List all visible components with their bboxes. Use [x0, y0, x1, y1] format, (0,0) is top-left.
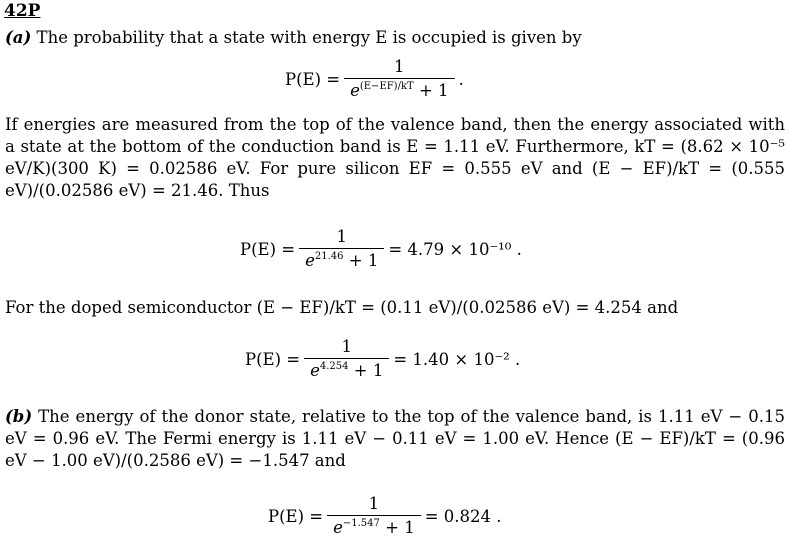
eq2-lhs: P(E) = — [240, 240, 296, 259]
eq1-den-tail: + 1 — [418, 81, 449, 100]
eq1-lhs: P(E) = — [285, 70, 341, 89]
eq1-numerator: 1 — [394, 57, 405, 76]
eq4-numerator: 1 — [368, 494, 380, 513]
eq2-fraction — [299, 228, 384, 271]
eq3-lhs: P(E) = — [245, 350, 301, 369]
eq4-denominator: $e^{-1.547} + 1$ — [327, 515, 421, 538]
eq3-denominator: $e^{4.254} + 1$ — [304, 358, 389, 381]
part-a-intro-text: The probability that a state with energy E is occupied is given by — [31, 28, 582, 47]
eq1-denominator: $e^{(E-EF)/kT} + 1$ — [344, 78, 454, 101]
eq3-exponent: 4.254 — [319, 361, 349, 372]
eq4-exponent: −1.547 — [342, 518, 380, 529]
eq2-exponent: 21.46 — [314, 251, 344, 262]
part-b-label: (b) — [5, 407, 33, 426]
eq2-numerator: 1 — [336, 227, 347, 246]
eq4-den-tail: + 1 — [385, 518, 415, 537]
part-a-paragraph-2: If energies are measured from the top of the valence band, then the energy associated with a state at the bottom of the conduction band is E = 1.11 eV. Furthermore, kT = (8.62 × 10⁻⁵ eV/K)(300 K) = 0.02586 eV. For pure silicon EF = 0.555 eV and (E − EF)/kT = (0.555 eV)/(0.02586 eV) = 21.46. Thus — [5, 115, 785, 200]
equation-3 — [245, 338, 520, 381]
eq4-fraction — [327, 495, 421, 538]
eq3-fraction — [304, 338, 389, 381]
eq4-lhs: P(E) = — [268, 507, 324, 526]
eq1-fraction — [344, 58, 454, 101]
eq3-numerator: 1 — [341, 337, 352, 356]
part-a-paragraph-3: For the doped semiconductor (E − EF)/kT = (0.11 eV)/(0.02586 eV) = 4.254 and — [5, 298, 679, 317]
equation-2 — [240, 228, 522, 271]
eq3-den-tail: + 1 — [353, 361, 384, 380]
eq2-denominator: $e^{21.46} + 1$ — [299, 248, 384, 271]
part-b-text: The energy of the donor state, relative to the top of the valence band, is 1.11 eV − 0.15 eV = 0.96 eV. The Fermi energy is 1.11 eV − 0.11 eV = 1.00 eV. Hence (E − EF)/kT = (0.96 eV − 1.00 eV)/(0.2586 eV) = −1.547 and — [5, 407, 785, 470]
part-b-paragraph — [5, 406, 785, 472]
problem-number: 42P — [4, 1, 41, 21]
eq1-end: . — [458, 70, 464, 89]
eq4-rhs: = 0.824 . — [424, 507, 502, 526]
part-a-intro — [5, 27, 785, 49]
part-a-label: (a) — [5, 28, 32, 47]
equation-1 — [285, 58, 464, 101]
equation-4 — [268, 495, 502, 538]
eq2-den-tail: + 1 — [348, 251, 379, 270]
eq2-rhs: = 4.79 × 10⁻¹⁰ . — [388, 240, 522, 259]
eq1-exponent: (E−EF)/kT — [359, 81, 414, 92]
eq3-rhs: = 1.40 × 10⁻² . — [393, 350, 521, 369]
